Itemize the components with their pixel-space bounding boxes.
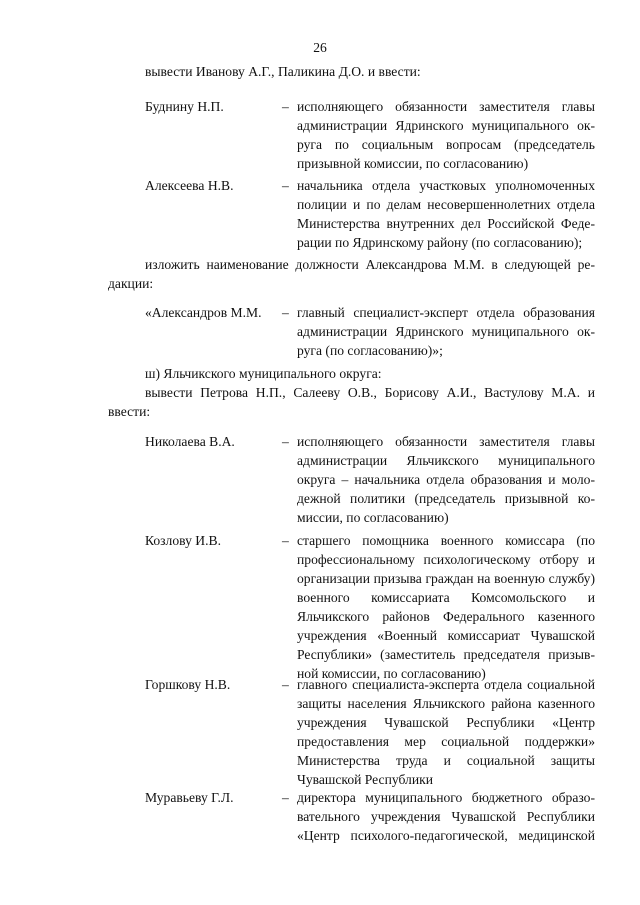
entry-name-muravyeva: Муравьеву Г.Л. xyxy=(145,790,234,805)
entry-name-gorshkova: Горшкову Н.В. xyxy=(145,677,231,692)
entry-text-alekseeva: начальника отдела участковых уполномоченных полиции и по делам несовершеннолетних отдела Министерства внутренних дел Российской Федерации по Ядринскому району (по согласованию); xyxy=(297,178,595,250)
entry-dash: – xyxy=(282,790,289,805)
entry-dash: – xyxy=(282,178,289,193)
entry-name-alekseeva: Алексеева Н.В. xyxy=(145,178,234,193)
entry-name-nikolaeva: Николаева В.А. xyxy=(145,434,235,449)
rename-line-2: дакции: xyxy=(108,276,154,291)
entry-text-muravyeva: директора муниципального бюджетного образовательного учреждения Чувашской Республики «Центр психолого-педагогической, медицинской xyxy=(297,790,595,843)
entry-dash: – xyxy=(282,99,289,114)
entry-text-budnina: исполняющего обязанности заместителя главы администрации Ядринского муниципального округа по социальным вопросам (председатель призывной комиссии, по согласованию) xyxy=(297,99,595,171)
rename-line-1: изложить наименование должности Александрова М.М. в следующей ре- xyxy=(145,257,595,272)
section-title: ш) Яльчикского муниципального округа: xyxy=(145,366,382,381)
entry-dash: – xyxy=(282,677,289,692)
entry-name-budnina: Буднину Н.П. xyxy=(145,99,224,114)
entry-text-nikolaeva: исполняющего обязанности заместителя главы администрации Яльчикского муниципального округа – начальника отдела образования и молодежной политики (председатель призывной комиссии, по согласованию) xyxy=(297,434,595,525)
intro-line-2a: вывести Петрова Н.П., Салееву О.В., Борисову А.И., Вастулову М.А. и xyxy=(145,385,595,400)
entry-dash: – xyxy=(282,434,289,449)
entry-text-aleksandrov: главный специалист-эксперт отдела образования администрации Ядринского муниципального округа (по согласованию)»; xyxy=(297,305,595,358)
entry-dash: – xyxy=(282,533,289,548)
entry-text-kozlova: старшего помощника военного комиссара (по профессиональному психологическому отбору и организации призыва граждан на военную службу) военного комиссариата Комсомольского и Яльчикского районов Федерального казенного учреждения «Военный комиссариат Чувашской Республики» (заместитель председателя призывной комиссии, по согласованию) xyxy=(297,533,595,681)
entry-name-aleksandrov: «Александров М.М. xyxy=(145,305,262,320)
entry-dash: – xyxy=(282,305,289,320)
entry-name-kozlova: Козлову И.В. xyxy=(145,533,221,548)
page-number: 26 xyxy=(313,40,327,55)
entry-text-gorshkova: главного специалиста-эксперта отдела социальной защиты населения Яльчикского района казенного учреждения Чувашской Республики «Центр предоставления мер социальной поддержки» Министерства труда и социальной защиты Чувашской Республики xyxy=(297,677,595,787)
intro-line-1: вывести Иванову А.Г., Паликина Д.О. и ввести: xyxy=(145,64,421,79)
intro-line-2b: ввести: xyxy=(108,404,151,419)
